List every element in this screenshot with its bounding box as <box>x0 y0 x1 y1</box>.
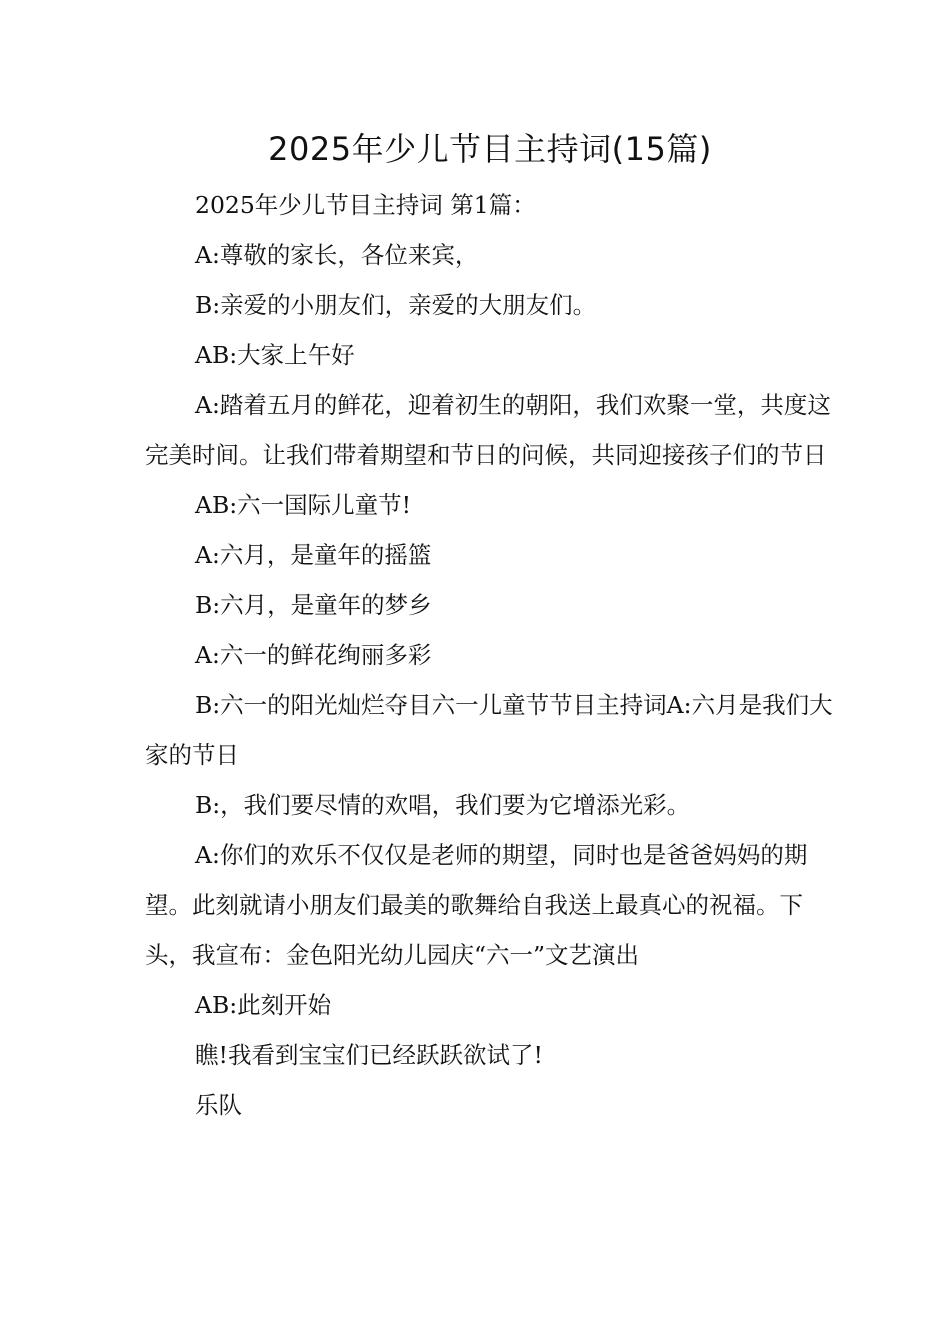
paragraph: A:你们的欢乐不仅仅是老师的期望，同时也是爸爸妈妈的期望。此刻就请小朋友们最美的歌舞给自我送上最真心的祝福。下头，我宣布：金色阳光幼儿园庆“六一”文艺演出 <box>145 841 808 969</box>
paragraph: A:六月，是童年的摇篮 <box>195 541 432 569</box>
paragraph: 乐队 <box>195 1091 242 1119</box>
paragraph: A:踏着五月的鲜花，迎着初生的朝阳，我们欢聚一堂，共度这完美时间。让我们带着期望和节日的问候，共同迎接孩子们的节日 <box>145 391 831 469</box>
document-title: 2025年少儿节目主持词(15篇) <box>268 130 712 168</box>
paragraph: A:六一的鲜花绚丽多彩 <box>195 641 432 669</box>
paragraph: 2025年少儿节目主持词 第1篇： <box>195 191 536 219</box>
paragraph: 瞧!我看到宝宝们已经跃跃欲试了! <box>195 1041 543 1069</box>
paragraph: B:，我们要尽情的欢唱，我们要为它增添光彩。 <box>195 791 691 819</box>
paragraph: A:尊敬的家长，各位来宾， <box>195 241 479 269</box>
paragraph: B:亲爱的小朋友们，亲爱的大朋友们。 <box>195 291 597 319</box>
paragraph: B:六一的阳光灿烂夺目六一儿童节节目主持词A:六月是我们大家的节日 <box>145 691 833 769</box>
paragraph: AB:此刻开始 <box>195 991 332 1019</box>
document-page <box>145 124 835 1130</box>
paragraph: AB:六一国际儿童节! <box>195 491 412 519</box>
paragraph: AB:大家上午好 <box>195 341 355 369</box>
paragraph: B:六月，是童年的梦乡 <box>195 591 432 619</box>
